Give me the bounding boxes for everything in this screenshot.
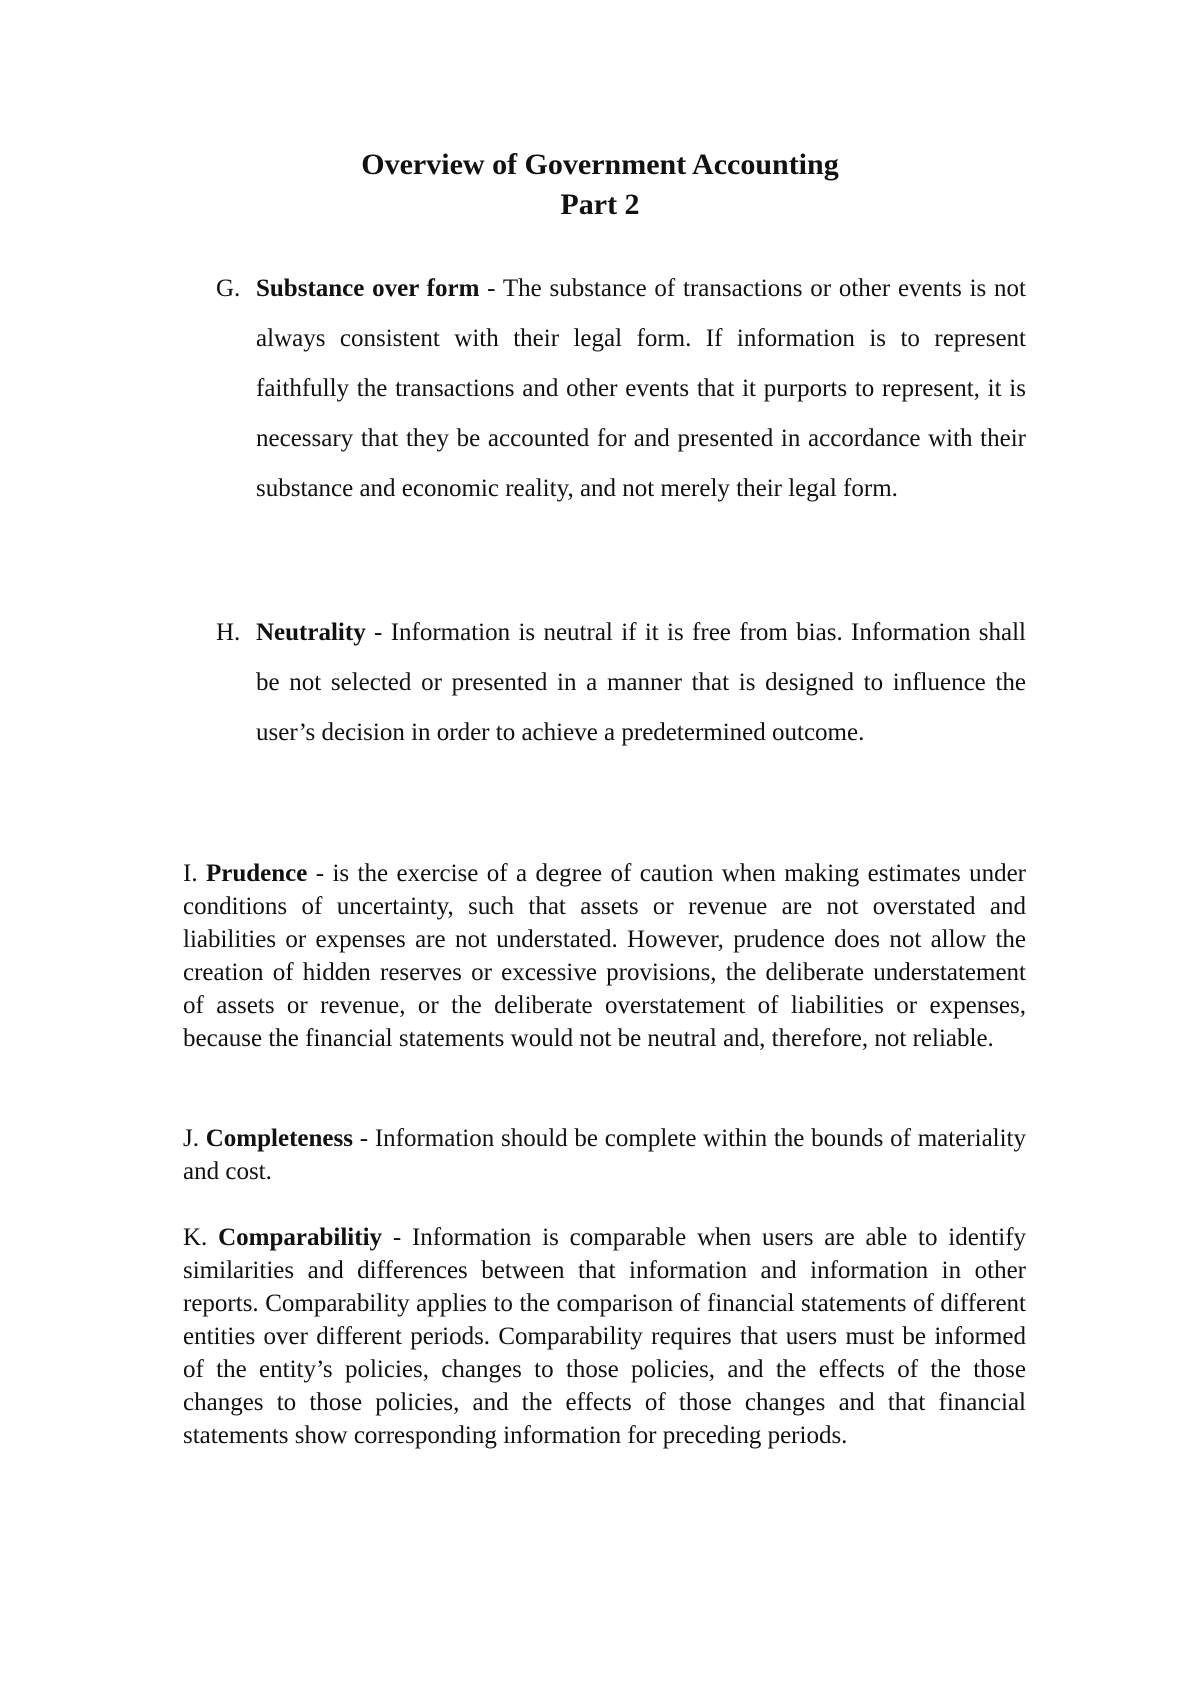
item-letter: I. xyxy=(183,860,198,887)
principle-neutrality xyxy=(216,608,1026,758)
item-separator: - xyxy=(382,1224,412,1251)
item-text: is the exercise of a degree of caution when making estimates under conditions of uncertainty, such that assets or revenue are not overstated and liabilities or expenses are not understated. However, prudence does not allow the creation of hidden reserves or excessive provisions, the deliberate understatement of assets or revenue, or the deliberate overstatement of liabilities or expenses, because the financial statements would not be neutral and, therefore, not reliable. xyxy=(183,860,1027,1052)
item-term: Comparabilitiy xyxy=(218,1224,383,1251)
item-text: Information is neutral if it is free from bias. Information shall be not selected or presented in a manner that is designed to influence the user’s decision in order to achieve a predetermined outcome. xyxy=(256,619,1026,746)
item-separator: - xyxy=(307,860,333,887)
item-term: Completeness xyxy=(205,1125,353,1152)
item-letter: G. xyxy=(216,275,241,302)
item-separator: - xyxy=(365,619,391,646)
item-letter: H. xyxy=(216,619,241,646)
item-text: Information is comparable when users are able to identify similarities and differences between that information and information in other reports. Comparability applies to the comparison of financial statements of different entities over different periods. Comparability requires that users must be informed of the entity’s policies, changes to those policies, and the effects of the those changes to those policies, and the effects of those changes and that financial statements show corresponding information for preceding periods. xyxy=(183,1224,1027,1449)
item-term: Neutrality xyxy=(256,619,366,646)
document-title: Overview of Government Accounting xyxy=(361,148,839,181)
item-text: Information should be complete within the bounds of materiality and cost. xyxy=(183,1125,1027,1185)
principle-completeness xyxy=(183,1122,1026,1188)
item-separator: - xyxy=(352,1125,375,1152)
principle-comparability xyxy=(183,1221,1026,1452)
principle-prudence xyxy=(183,857,1026,1055)
item-term: Prudence xyxy=(205,860,308,887)
item-separator: - xyxy=(479,275,503,302)
principle-substance-over-form xyxy=(216,264,1026,514)
item-term: Substance over form xyxy=(256,275,480,302)
document-subtitle: Part 2 xyxy=(560,188,640,221)
item-text: The substance of transactions or other events is not always consistent with their legal form. If information is to represent faithfully the transactions and other events that it purports to represent, it is necessary that they be accounted for and presented in accordance with their substance and economic reality, and not merely their legal form. xyxy=(256,275,1026,502)
item-letter: K. xyxy=(183,1224,208,1251)
item-letter: J. xyxy=(183,1125,199,1152)
